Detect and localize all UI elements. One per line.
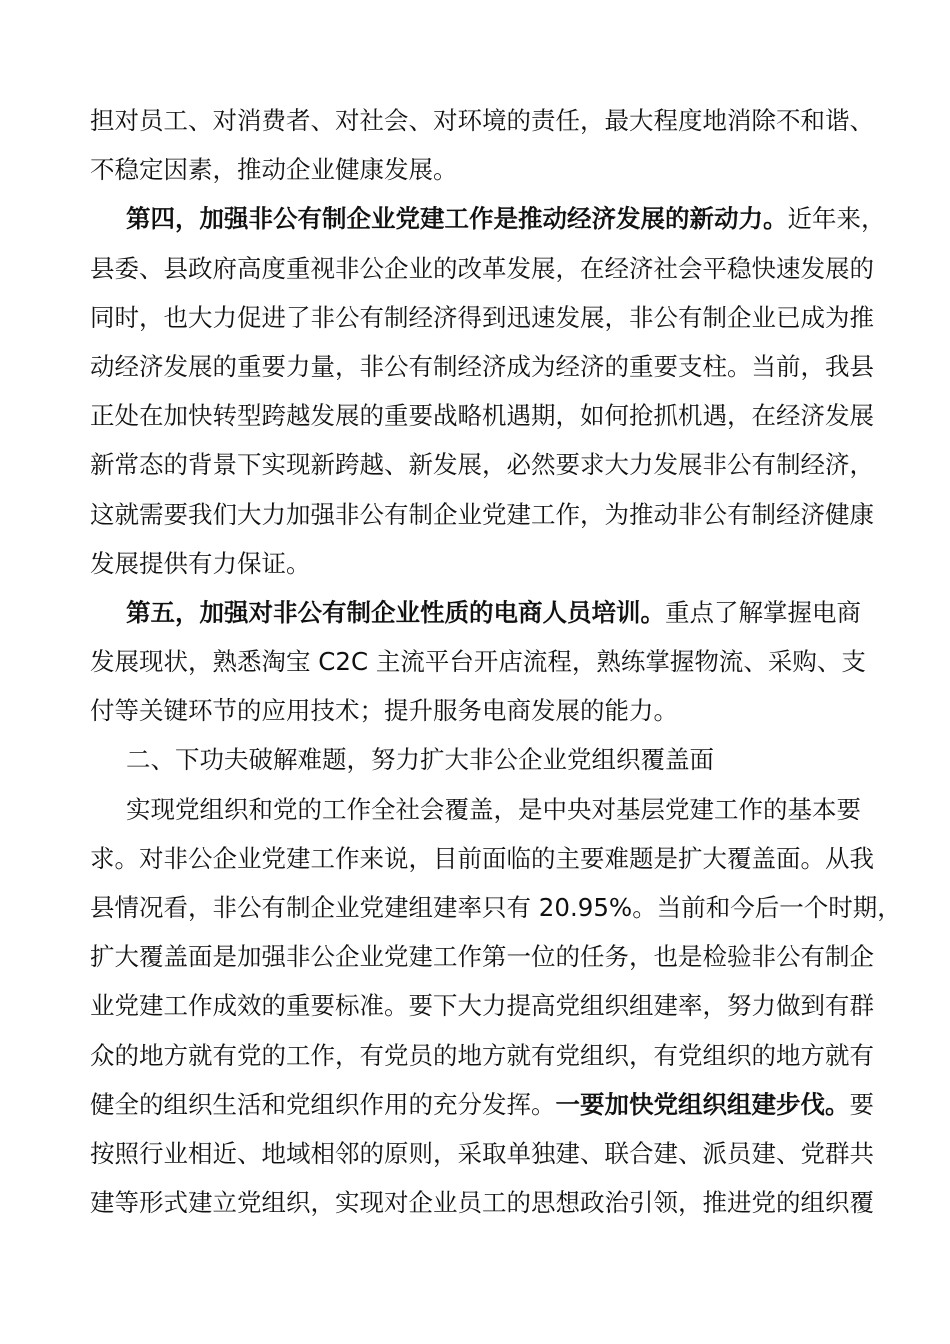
text-line — [90, 883, 902, 932]
text-line — [90, 490, 874, 539]
text-run: 扩大覆盖面是加强非公企业党建工作第一位的任务，也是检验非公有制企 — [90, 942, 874, 972]
document-body — [90, 96, 902, 1227]
text-run: 健全的组织生活和党组织作用的充分发挥。 — [90, 1089, 556, 1119]
text-run: 近年来， — [787, 204, 886, 234]
text-line — [90, 96, 874, 145]
text-line — [90, 932, 874, 981]
text-line — [90, 1178, 874, 1227]
text-run: 不稳定因素，推动企业健康发展。 — [90, 155, 458, 185]
text-line — [90, 293, 874, 342]
text-run: 重点了解掌握电商 — [665, 597, 861, 627]
text-line — [90, 1080, 874, 1129]
text-run: 众的地方就有党的工作，有党员的地方就有党组织，有党组织的地方就有 — [90, 1040, 874, 1070]
text-run: 担对员工、对消费者、对社会、对环境的责任，最大程度地消除不和谐、 — [90, 106, 874, 135]
text-run: 建等形式建立党组织，实现对企业员工的思想政治引领，推进党的组织覆 — [90, 1188, 874, 1218]
text-run: 发展现状，熟悉淘宝 C2C 主流平台开店流程，熟练掌握物流、采购、支 — [90, 647, 866, 677]
text-line — [90, 834, 874, 883]
text-line — [90, 637, 866, 686]
text-run: 这就需要我们大力加强非公有制企业党建工作，为推动非公有制经济健康 — [90, 499, 874, 529]
text-line — [90, 440, 874, 489]
text-line — [90, 1129, 874, 1178]
text-line — [90, 244, 874, 293]
text-run: 正处在加快转型跨越发展的重要战略机遇期，如何抢抓机遇，在经济发展 — [90, 401, 874, 431]
text-run: 同时，也大力促进了非公有制经济得到迅速发展，非公有制企业已成为推 — [90, 302, 874, 332]
text-run: 县委、县政府高度重视非公企业的改革发展，在经济社会平稳快速发展的 — [90, 253, 874, 283]
paragraph-heading-bold: 第四，加强非公有制企业党建工作是推动经济发展的新动力。 — [126, 204, 788, 234]
paragraph-first-line — [90, 194, 886, 243]
text-line — [90, 1031, 874, 1080]
text-line — [90, 391, 874, 440]
text-line — [90, 539, 860, 588]
text-run: 业党建工作成效的重要标准。要下大力提高党组织组建率，努力做到有群 — [90, 991, 874, 1021]
text-run: 发展提供有力保证。 — [90, 548, 311, 578]
section-heading-text: 二、下功夫破解难题，努力扩大非公企业党组织覆盖面 — [126, 745, 714, 775]
paragraph-first-line — [90, 588, 860, 637]
text-run: 要 — [849, 1089, 874, 1119]
text-run: 付等关键环节的应用技术；提升服务电商发展的能力。 — [90, 696, 678, 726]
text-run: 县情况看，非公有制企业党建组建率只有 20.95%。当前和今后一个时期， — [90, 893, 902, 922]
text-line — [90, 342, 874, 391]
text-run: 实现党组织和党的工作全社会覆盖，是中央对基层党建工作的基本要 — [126, 794, 861, 824]
text-line — [90, 145, 860, 194]
text-line — [90, 686, 860, 735]
text-line — [90, 981, 874, 1030]
paragraph-heading-bold: 第五，加强对非公有制企业性质的电商人员培训。 — [126, 597, 665, 627]
text-run: 动经济发展的重要力量，非公有制经济成为经济的重要支柱。当前，我县 — [90, 351, 874, 381]
inline-bold-text: 一要加快党组织组建步伐。 — [555, 1089, 850, 1119]
paragraph-first-line — [90, 785, 860, 834]
text-run: 新常态的背景下实现新跨越、新发展，必然要求大力发展非公有制经济， — [90, 450, 874, 480]
text-run: 按照行业相近、地域相邻的原则，采取单独建、联合建、派员建、党群共 — [90, 1138, 874, 1168]
section-heading — [90, 735, 860, 784]
text-run: 求。对非公企业党建工作来说，目前面临的主要难题是扩大覆盖面。从我 — [90, 843, 874, 873]
